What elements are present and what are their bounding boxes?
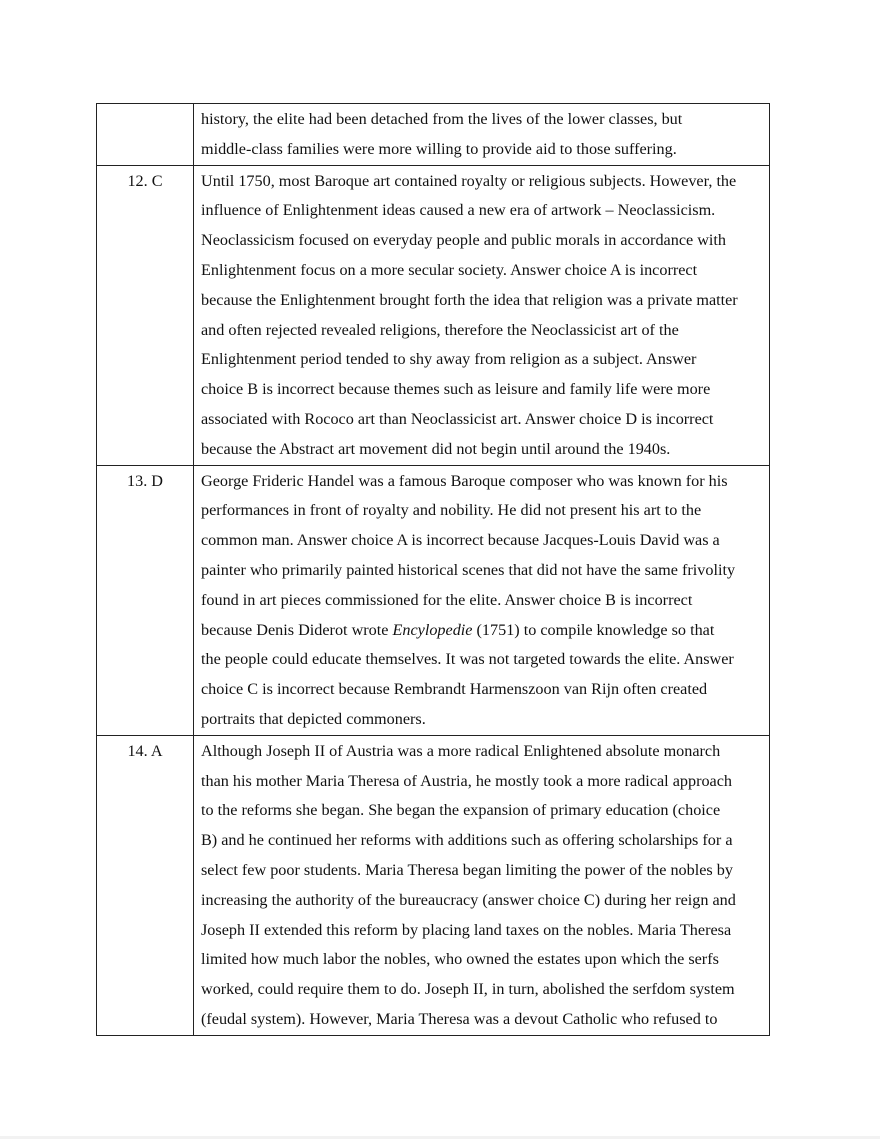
text-line: common man. Answer choice A is incorrect because Jacques-Louis David was a (201, 531, 720, 550)
text-line: increasing the authority of the bureaucracy (answer choice C) during her reign and (201, 890, 736, 909)
text-line: Until 1750, most Baroque art contained royalty or religious subjects. However, the (201, 171, 737, 190)
table-row (97, 165, 770, 465)
text-line: (feudal system). However, Maria Theresa was a devout Catholic who refused to (201, 1009, 718, 1028)
text-segment: (1751) to compile knowledge so that (472, 620, 715, 639)
answer-number: 12. C (97, 165, 194, 465)
text-segment: because Denis Diderot wrote (201, 620, 393, 639)
table-row (97, 465, 770, 735)
explanation-cell (194, 465, 770, 735)
book-title: Encylopedie (392, 620, 473, 639)
text-line: and often rejected revealed religions, therefore the Neoclassicist art of the (201, 320, 679, 339)
text-line: worked, could require them to do. Joseph II, in turn, abolished the serfdom system (201, 980, 735, 999)
text-line: than his mother Maria Theresa of Austria, he mostly took a more radical approach (201, 771, 733, 790)
text-line: limited how much labor the nobles, who owned the estates upon which the serfs (201, 950, 719, 969)
text-line: influence of Enlightenment ideas caused a new era of artwork – Neoclassicism. (201, 201, 716, 220)
text-line: performances in front of royalty and nobility. He did not present his art to the (201, 501, 702, 520)
text-line: painter who primarily painted historical scenes that did not have the same frivolity (201, 560, 736, 579)
answer-number (97, 104, 194, 166)
text-line: portraits that depicted commoners. (201, 709, 426, 728)
answer-number: 13. D (97, 465, 194, 735)
text-line: associated with Rococo art than Neoclassicist art. Answer choice D is incorrect (201, 409, 714, 428)
text-line: history, the elite had been detached from the lives of the lower classes, but (201, 110, 683, 128)
text-line: Enlightenment period tended to shy away from religion as a subject. Answer (201, 350, 697, 369)
text-line: choice C is incorrect because Rembrandt Harmenszoon van Rijn often created (201, 680, 708, 699)
text-line: Enlightenment focus on a more secular society. Answer choice A is incorrect (201, 260, 698, 279)
text-line: middle-class families were more willing to provide aid to those suffering. (201, 139, 677, 158)
answer-explanation-table (96, 103, 770, 1036)
text-line: Joseph II extended this reform by placing land taxes on the nobles. Maria Theresa (201, 920, 732, 939)
text-line: B) and he continued her reforms with additions such as offering scholarships for a (201, 831, 733, 850)
answer-number: 14. A (97, 735, 194, 1035)
explanation-cell (194, 165, 770, 465)
text-line: the people could educate themselves. It was not targeted towards the elite. Answer (201, 650, 734, 669)
explanation-cell (194, 104, 770, 166)
table-row (97, 104, 770, 166)
text-line: because the Enlightenment brought forth the idea that religion was a private matter (201, 290, 738, 309)
text-line: George Frideric Handel was a famous Baroque composer who was known for his (201, 471, 728, 490)
text-line: found in art pieces commissioned for the elite. Answer choice B is incorrect (201, 590, 693, 609)
text-line: Neoclassicism focused on everyday people and public morals in accordance with (201, 231, 727, 250)
text-line: select few poor students. Maria Theresa began limiting the power of the nobles by (201, 860, 733, 879)
table-row (97, 735, 770, 1035)
text-line: because the Abstract art movement did not begin until around the 1940s. (201, 439, 671, 458)
text-line: choice B is incorrect because themes such as leisure and family life were more (201, 380, 711, 399)
explanation-cell (194, 735, 770, 1035)
text-line (201, 616, 763, 646)
text-line: to the reforms she began. She began the expansion of primary education (choice (201, 801, 721, 820)
text-line: Although Joseph II of Austria was a more radical Enlightened absolute monarch (201, 741, 721, 760)
